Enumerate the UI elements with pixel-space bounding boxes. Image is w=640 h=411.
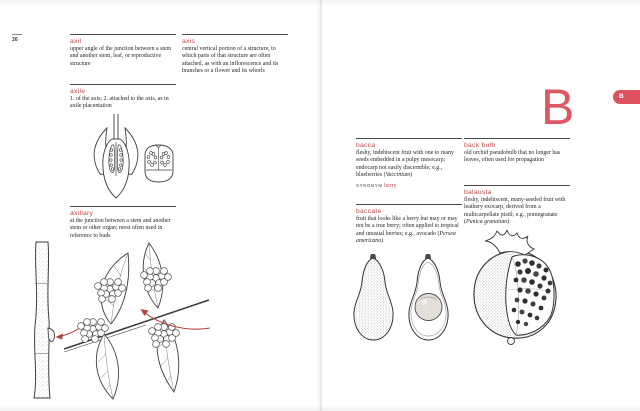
entry-term: baccate (356, 207, 382, 215)
entry-baccate (356, 204, 462, 246)
species-name: Punica granatum (465, 219, 508, 226)
pomegranate-illustration (462, 230, 567, 352)
entry-term: axillary (70, 209, 94, 217)
species-name: Vaccinium (385, 172, 411, 179)
entry-back-bulb (464, 138, 570, 165)
book-spine (317, 0, 323, 411)
entry-axis (182, 34, 288, 76)
section-letter: B (541, 79, 575, 135)
definition-text: fleshy, indehiscent, many-seeded fruit with leathery exocarp, derived from a multicarpellate pistil; e.g., pomegranate ( (464, 197, 566, 226)
entry-definition (356, 216, 462, 246)
entry-bacca (356, 138, 462, 190)
definition-text: fleshy, indehiscent fruit with one to many seeds embedded in a pulpy mesocarp; endocarp not easily discernible; e.g., blueberries ( (356, 150, 454, 179)
entry-definition: upper angle of the junction between a stem and another stem, leaf, or reproductive structure (70, 46, 172, 67)
entry-term: balausta (464, 188, 492, 196)
synonym-line (356, 182, 462, 190)
synonym-label: SYNONYM (356, 183, 383, 189)
axile-placentation-illustration (84, 112, 184, 204)
entry-definition (464, 197, 570, 227)
entry-term: bacca (356, 141, 376, 149)
definition-text: fruit that looks like a berry but may or may not be a true berry; often applied to tropical and unusual berries; e.g., avocado ( (356, 216, 459, 237)
definition-text: ) (507, 219, 510, 226)
entry-term: axile (70, 87, 86, 95)
entry-axil (70, 34, 176, 68)
entry-term: axis (182, 37, 196, 45)
entry-definition (356, 150, 462, 180)
edge-tab-letter: B (619, 93, 624, 100)
entry-axile (70, 84, 176, 111)
entry-balausta (464, 185, 570, 227)
entry-term: back bulb (464, 141, 496, 149)
synonym-value: berry (384, 183, 397, 190)
avocado-illustration (344, 248, 464, 348)
axillary-bud-illustration (6, 236, 211, 404)
entry-definition: central vertical portion of a structure, to which parts of that structure are often attached, as with an inflorescence and its branches or a flower and its whorls (182, 46, 279, 75)
species-name: Persea americana (356, 230, 456, 245)
entry-definition: at the junction between a stem and another stem or other organ; most often used in reference to buds (70, 218, 171, 239)
definition-text: ) (410, 172, 413, 179)
section-edge-tab (613, 90, 640, 104)
page-number-rule (12, 34, 22, 35)
entry-definition: old orchid pseudobulb that no longer has leaves, often used for propagation (464, 150, 561, 164)
page-number: 26 (12, 37, 18, 43)
entry-term: axil (70, 37, 82, 45)
definition-text: ) (381, 238, 384, 245)
entry-definition: 1. of the axis; 2. attached to the axis, as in axile placentation (70, 96, 169, 110)
